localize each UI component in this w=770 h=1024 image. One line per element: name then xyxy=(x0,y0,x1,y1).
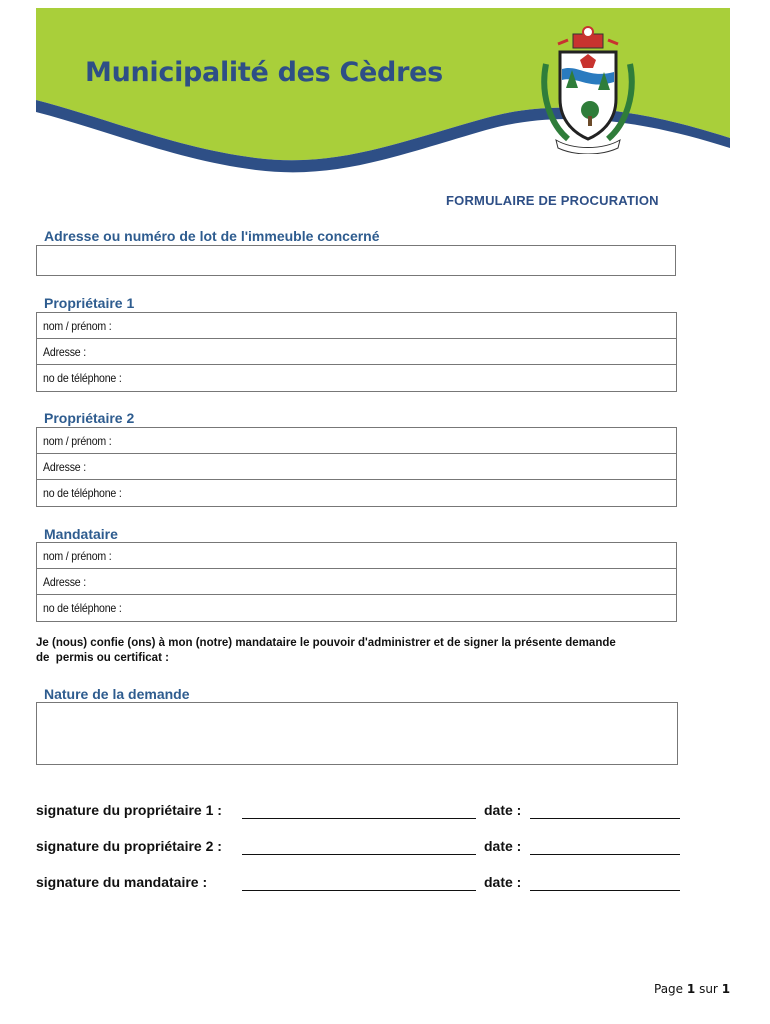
signature-label: signature du propriétaire 2 : xyxy=(36,838,222,854)
owner1-name-field[interactable] xyxy=(37,313,676,339)
date-label: date : xyxy=(484,838,522,854)
mandate-statement xyxy=(36,636,696,666)
date-owner2-line[interactable] xyxy=(530,838,680,855)
date-agent-line[interactable] xyxy=(530,874,680,891)
field-label: nom / prénom : xyxy=(43,549,112,563)
owner2-phone-field[interactable] xyxy=(37,480,676,506)
signature-agent-line[interactable] xyxy=(242,874,476,891)
agent-phone-field[interactable] xyxy=(37,595,676,621)
owner1-fields xyxy=(36,312,677,392)
page-current: 1 xyxy=(686,982,696,996)
owner2-name-field[interactable] xyxy=(37,428,676,454)
field-label: Adresse : xyxy=(43,575,87,589)
signature-owner1-line[interactable] xyxy=(242,802,476,819)
signature-row-owner1 xyxy=(36,802,696,824)
page-total: 1 xyxy=(721,982,731,996)
owner2-fields xyxy=(36,427,677,507)
owner2-heading: Propriétaire 2 xyxy=(44,410,135,426)
mandate-line-2: de permis ou certificat : xyxy=(36,652,169,664)
signature-row-owner2 xyxy=(36,838,696,860)
address-input[interactable] xyxy=(36,245,676,276)
owner1-address-field[interactable] xyxy=(37,339,676,365)
agent-address-field[interactable] xyxy=(37,569,676,595)
signature-row-agent xyxy=(36,874,696,896)
signature-label: signature du mandataire : xyxy=(36,874,208,890)
request-nature-input[interactable] xyxy=(36,702,678,765)
field-label: Adresse : xyxy=(43,345,87,359)
field-label: nom / prénom : xyxy=(43,319,112,333)
agent-fields xyxy=(36,542,677,622)
page-middle: sur xyxy=(699,982,718,996)
field-label: Adresse : xyxy=(43,460,87,474)
field-label: nom / prénom : xyxy=(43,434,112,448)
date-label: date : xyxy=(484,874,522,890)
date-label: date : xyxy=(484,802,522,818)
field-label: no de téléphone : xyxy=(43,486,122,500)
owner1-heading: Propriétaire 1 xyxy=(44,295,135,311)
coat-of-arms-icon xyxy=(538,24,638,154)
field-label: no de téléphone : xyxy=(43,601,122,615)
field-label: no de téléphone : xyxy=(43,371,122,385)
signature-label: signature du propriétaire 1 : xyxy=(36,802,222,818)
organization-name: Municipalité des Cèdres xyxy=(85,57,443,88)
form-title: FORMULAIRE DE PROCURATION xyxy=(446,193,659,208)
mandate-line-1: Je (nous) confie (ons) à mon (notre) mandataire le pouvoir d'administrer et de signer la présente demande xyxy=(36,637,616,649)
date-owner1-line[interactable] xyxy=(530,802,680,819)
address-section-label: Adresse ou numéro de lot de l'immeuble concerné xyxy=(44,228,380,244)
request-nature-label: Nature de la demande xyxy=(44,686,190,702)
owner2-address-field[interactable] xyxy=(37,454,676,480)
agent-heading: Mandataire xyxy=(44,526,118,542)
signature-owner2-line[interactable] xyxy=(242,838,476,855)
owner1-phone-field[interactable] xyxy=(37,365,676,391)
page-number xyxy=(654,982,730,996)
page-prefix: Page xyxy=(654,982,684,996)
agent-name-field[interactable] xyxy=(37,543,676,569)
